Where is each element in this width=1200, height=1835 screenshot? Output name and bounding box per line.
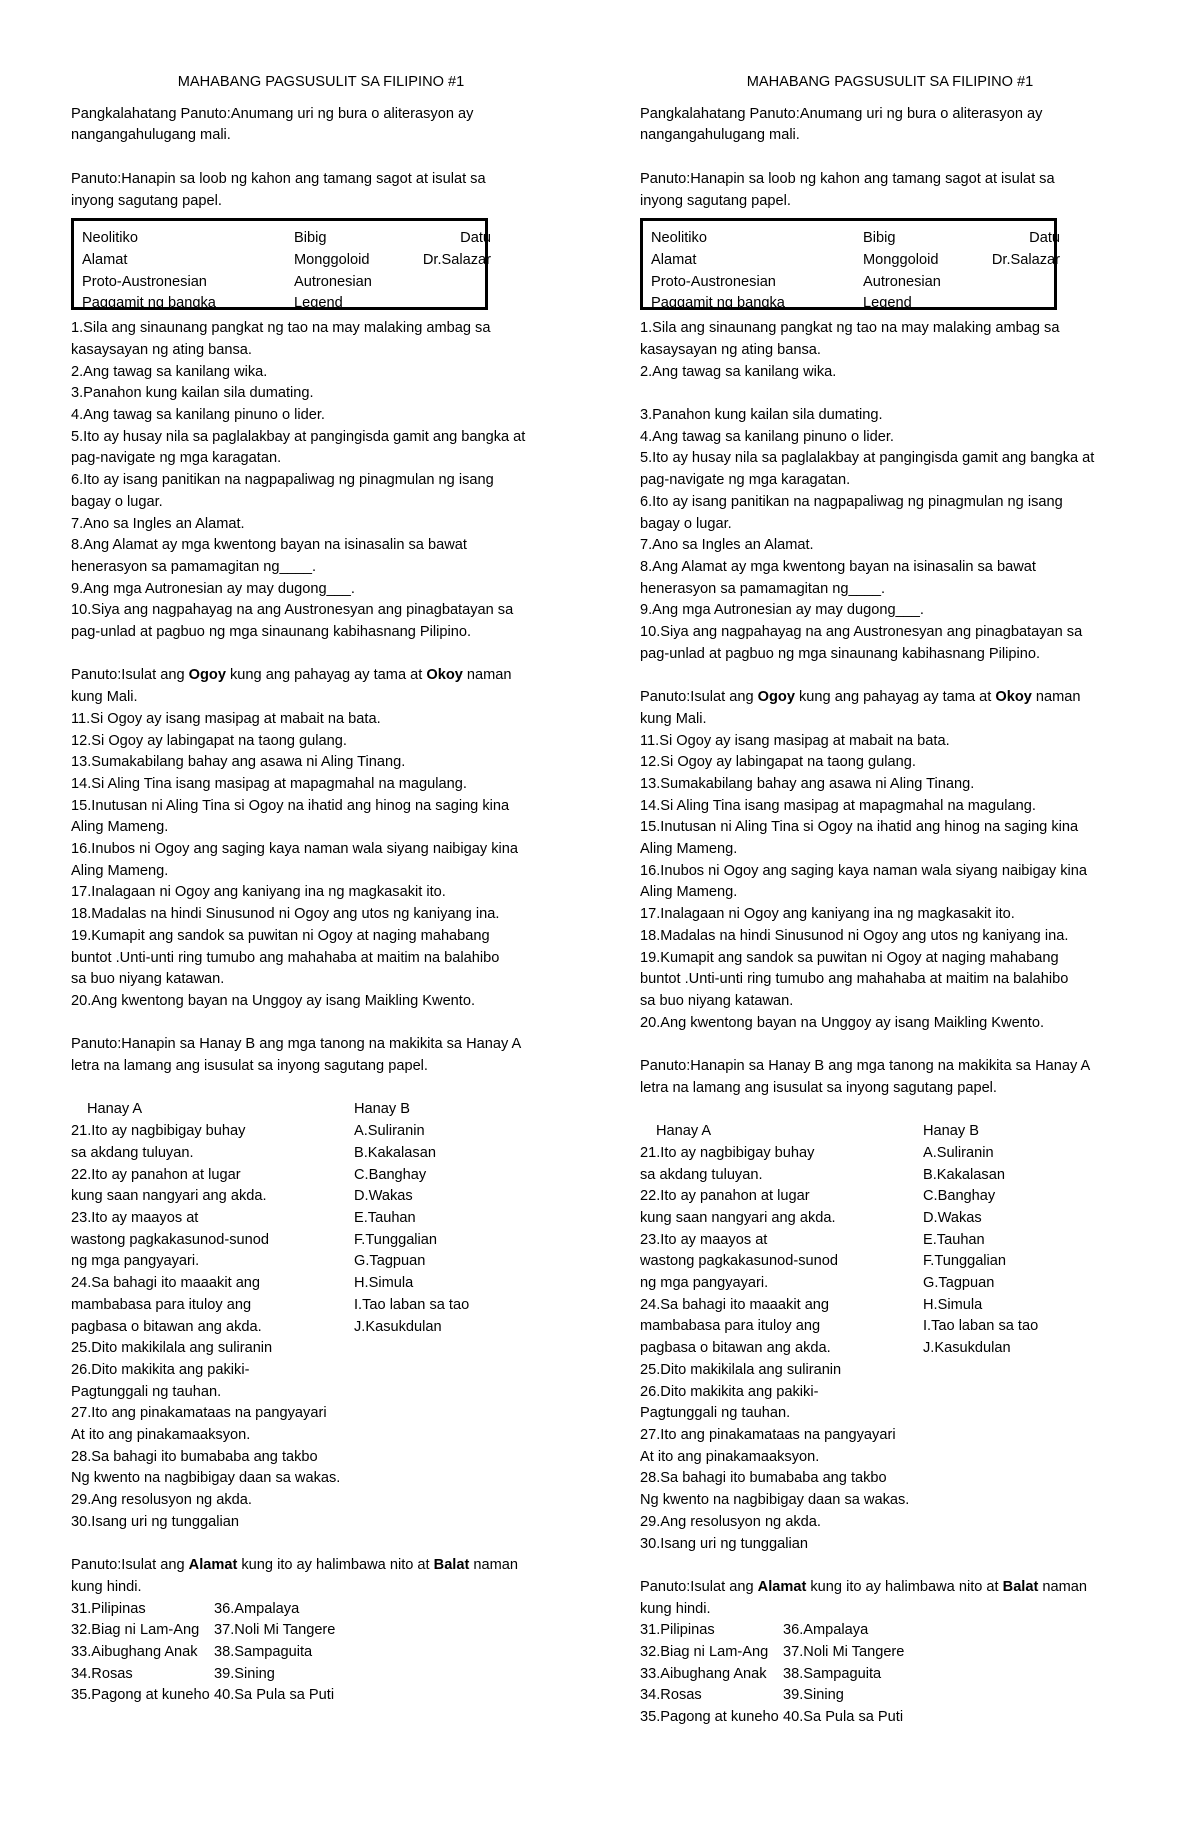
alamat-item: 34.Rosas (71, 1665, 133, 1682)
true-word: Alamat (757, 1578, 807, 1595)
hanay-a-cell: 27.Ito ang pinakamataas na pangyayari (640, 1427, 896, 1443)
question-item: 4.Ang tawag sa kanilang pinuno o lider. (71, 407, 325, 424)
hanay-row (640, 1186, 1140, 1208)
choice: Proto-Austronesian (82, 273, 207, 290)
hanay-row (71, 1317, 571, 1339)
hanay-b-cell (923, 1534, 1123, 1556)
hanay-b-cell (923, 1490, 1123, 1512)
hanay-a-header: Hanay A (656, 1123, 712, 1140)
hanay-a-cell: Pagtunggali ng tauhan. (640, 1405, 791, 1422)
hanay-a-cell: 24.Sa bahagi ito maaakit ang (640, 1296, 830, 1313)
question-item: 15.Inutusan ni Aling Tina si Ogoy na ihatid ang hinog na saging kina Aling Mameng. (640, 819, 1079, 858)
question-item: 20.Ang kwentong bayan na Unggoy ay isang Maikling Kwento. (640, 1014, 1045, 1031)
hanay-row (71, 1512, 571, 1534)
hanay-row (640, 1273, 1140, 1295)
hanay-b-cell (354, 1403, 554, 1425)
hanay-row (640, 1447, 1140, 1469)
hanay-b-cell: C.Banghay (923, 1188, 996, 1205)
part2-items (71, 709, 571, 1013)
hanay-b-cell (923, 1425, 1123, 1447)
choice: Dr.Salazar (991, 251, 1060, 268)
hanay-row (640, 1468, 1140, 1490)
hanay-b-cell: E.Tauhan (354, 1209, 416, 1226)
false-word: Balat (1002, 1578, 1039, 1595)
hanay-row (71, 1230, 571, 1252)
hanay-b-cell (923, 1468, 1123, 1490)
choice: Bibig (294, 230, 327, 247)
part1-instruction: Panuto:Hanapin sa loob ng kahon ang tamang sagot at isulat sa inyong sagutang papel. (71, 170, 486, 209)
hanay-row (71, 1186, 571, 1208)
hanay-a-cell: Pagtunggali ng tauhan. (71, 1383, 222, 1400)
question-item: 20.Ang kwentong bayan na Unggoy ay isang Maikling Kwento. (71, 992, 476, 1009)
alamat-item: 31.Pilipinas (71, 1600, 146, 1617)
alamat-item: 40.Sa Pula sa Puti (214, 1687, 335, 1704)
hanay-b-cell: H.Simula (354, 1275, 414, 1292)
hanay-a-cell: ng mga pangyayari. (640, 1275, 769, 1292)
hanay-a-cell: 27.Ito ang pinakamataas na pangyayari (71, 1405, 327, 1422)
alamat-item: 32.Biag ni Lam-Ang (71, 1622, 200, 1639)
alamat-row (71, 1664, 571, 1686)
part4-instruction: Panuto:Isulat ang Alamat kung ito ay halimbawa nito at Balat naman kung hindi. (71, 1557, 519, 1595)
part1-items (71, 318, 571, 644)
choice: Legend (294, 295, 343, 312)
question-item: 18.Madalas na hindi Sinusunod ni Ogoy ang utos ng kaniyang ina. (640, 927, 1069, 944)
exam-sheet-left (71, 72, 571, 1707)
question-item: 6.Ito ay isang panitikan na nagpapaliwag ng pinagmulan ng isang bagay o lugar. (71, 472, 494, 510)
hanay-a-cell: 29.Ang resolusyon ng akda. (640, 1513, 821, 1530)
hanay-row (640, 1360, 1140, 1382)
true-word: Ogoy (188, 667, 226, 684)
hanay-row (640, 1338, 1140, 1360)
hanay-b-cell: F.Tunggalian (923, 1253, 1007, 1270)
hanay-b-cell: G.Tagpuan (354, 1253, 426, 1270)
part3-instruction: Panuto:Hanapin sa Hanay B ang mga tanong na makikita sa Hanay A letra na lamang ang isusulat sa inyong sagutang papel. (71, 1036, 522, 1075)
hanay-b-cell: I.Tao laban sa tao (354, 1296, 470, 1313)
alamat-item: 34.Rosas (640, 1687, 702, 1704)
hanay-row (71, 1382, 571, 1404)
hanay-b-cell: B.Kakalasan (354, 1144, 436, 1161)
hanay-b-cell: E.Tauhan (923, 1231, 985, 1248)
hanay-b-cell (923, 1403, 1123, 1425)
hanay-a-header: Hanay A (87, 1101, 143, 1118)
hanay-row (71, 1425, 571, 1447)
alamat-row (640, 1620, 1140, 1642)
question-item: 19.Kumapit ang sandok sa puwitan ni Ogoy at naging mahabang buntot .Unti-unti ring tumubo ang mahahaba at maitim na balahibo sa buo niyang katawan. (640, 949, 1069, 1009)
alamat-item: 36.Ampalaya (214, 1600, 300, 1617)
choice: Neolitiko (82, 230, 138, 247)
exam-title: MAHABANG PAGSUSULIT SA FILIPINO #1 (177, 74, 465, 90)
hanay-row (640, 1251, 1140, 1273)
choices-grid (643, 228, 1060, 315)
question-item: 7.Ano sa Ingles an Alamat. (640, 537, 814, 554)
alamat-item: 33.Aibughang Anak (71, 1644, 198, 1661)
hanay-row (640, 1425, 1140, 1447)
hanay-a-cell: 21.Ito ay nagbibigay buhay (640, 1144, 815, 1161)
hanay-a-cell: 23.Ito ay maayos at (71, 1209, 199, 1226)
choice: Bibig (863, 230, 896, 247)
hanay-a-cell: 24.Sa bahagi ito maaakit ang (71, 1275, 261, 1292)
alamat-row (71, 1599, 571, 1621)
hanay-a-cell: 25.Dito makikilala ang suliranin (71, 1340, 273, 1357)
hanay-a-cell: sa akdang tuluyan. (71, 1144, 194, 1161)
hanay-a-cell: 22.Ito ay panahon at lugar (640, 1188, 810, 1205)
choice: Dr.Salazar (422, 251, 491, 268)
choice: Alamat (82, 251, 128, 268)
hanay-a-cell: At ito ang pinakamaaksyon. (640, 1448, 820, 1465)
hanay-b-cell: F.Tunggalian (354, 1231, 438, 1248)
hanay-a-cell: 22.Ito ay panahon at lugar (71, 1166, 241, 1183)
choice (406, 293, 491, 315)
hanay-row (640, 1230, 1140, 1252)
hanay-row (640, 1382, 1140, 1404)
exam-sheet-right (640, 72, 1140, 1729)
part2-items (640, 731, 1140, 1035)
hanay-row (71, 1208, 571, 1230)
hanay-b-cell (354, 1425, 554, 1447)
hanay-header (71, 1099, 571, 1121)
question-item: 17.Inalagaan ni Ogoy ang kaniyang ina ng magkasakit ito. (71, 884, 446, 901)
false-word: Okoy (426, 667, 463, 684)
hanay-b-cell: D.Wakas (354, 1188, 413, 1205)
hanay-b-cell (354, 1468, 554, 1490)
choice: Datu (1029, 230, 1060, 247)
hanay-a-cell: kung saan nangyari ang akda. (640, 1209, 836, 1226)
hanay-a-cell: pagbasa o bitawan ang akda. (640, 1340, 831, 1357)
choice (975, 293, 1060, 315)
hanay-b-cell: J.Kasukdulan (923, 1340, 1011, 1357)
part2-instruction: Panuto:Isulat ang Ogoy kung ang pahayag ay tama at Okoy naman kung Mali. (640, 689, 1081, 727)
question-item: 3.Panahon kung kailan sila dumating. (71, 385, 314, 402)
question-item: 2.Ang tawag sa kanilang wika. (640, 363, 837, 380)
part4-items (71, 1599, 571, 1708)
alamat-item: 33.Aibughang Anak (640, 1665, 767, 1682)
question-item: 12.Si Ogoy ay labingapat na taong gulang. (640, 754, 916, 771)
hanay-row (71, 1251, 571, 1273)
hanay-b-cell (354, 1360, 554, 1382)
hanay-header (640, 1121, 1140, 1143)
question-item: 9.Ang mga Autronesian ay may dugong___. (640, 602, 924, 619)
hanay-rows (71, 1121, 571, 1533)
hanay-row (71, 1338, 571, 1360)
question-item: 14.Si Aling Tina isang masipag at mapagmahal na magulang. (71, 775, 467, 792)
hanay-row (640, 1403, 1140, 1425)
alamat-row (71, 1620, 571, 1642)
hanay-b-cell (354, 1382, 554, 1404)
hanay-row (71, 1165, 571, 1187)
hanay-b-header: Hanay B (923, 1123, 979, 1140)
alamat-item: 35.Pagong at kuneho (640, 1709, 779, 1726)
question-item: 5.Ito ay husay nila sa paglalakbay at pangingisda gamit ang bangka at pag-navigate ng mga karagatan. (71, 428, 526, 467)
choice (975, 272, 1060, 294)
hanay-a-cell: wastong pagkakasunod-sunod (71, 1231, 269, 1248)
choice: Alamat (651, 251, 697, 268)
choice (406, 272, 491, 294)
question-item: 5.Ito ay husay nila sa paglalakbay at pangingisda gamit ang bangka at pag-navigate ng mga karagatan. (640, 450, 1095, 489)
hanay-a-cell: 26.Dito makikita ang pakiki- (71, 1361, 250, 1378)
question-item: 8.Ang Alamat ay mga kwentong bayan na isinasalin sa bawat henerasyon sa pamamagitan ng____. (71, 537, 467, 575)
hanay-a-cell: pagbasa o bitawan ang akda. (71, 1318, 262, 1335)
alamat-row (640, 1707, 1140, 1729)
part1-items (640, 318, 1140, 665)
hanay-a-cell: 21.Ito ay nagbibigay buhay (71, 1123, 246, 1140)
hanay-b-cell: J.Kasukdulan (354, 1318, 442, 1335)
alamat-item: 36.Ampalaya (783, 1622, 869, 1639)
part1-instruction: Panuto:Hanapin sa loob ng kahon ang tamang sagot at isulat sa inyong sagutang papel. (640, 170, 1055, 209)
hanay-a-cell: 23.Ito ay maayos at (640, 1231, 768, 1248)
hanay-a-cell: kung saan nangyari ang akda. (71, 1188, 267, 1205)
question-item: 16.Inubos ni Ogoy ang saging kaya naman wala siyang naibigay kina Aling Mameng. (640, 862, 1088, 901)
part4-items (640, 1620, 1140, 1729)
question-item: 15.Inutusan ni Aling Tina si Ogoy na ihatid ang hinog na saging kina Aling Mameng. (71, 797, 510, 836)
hanay-row (640, 1165, 1140, 1187)
hanay-row (640, 1534, 1140, 1556)
part4-instruction: Panuto:Isulat ang Alamat kung ito ay halimbawa nito at Balat naman kung hindi. (640, 1578, 1088, 1617)
question-item: 13.Sumakabilang bahay ang asawa ni Aling Tinang. (640, 775, 975, 792)
hanay-a-cell: ng mga pangyayari. (71, 1253, 200, 1270)
hanay-row (71, 1490, 571, 1512)
hanay-a-cell: 25.Dito makikilala ang suliranin (640, 1361, 842, 1378)
question-item: 13.Sumakabilang bahay ang asawa ni Aling Tinang. (71, 754, 406, 771)
alamat-item: 32.Biag ni Lam-Ang (640, 1644, 769, 1661)
choice: Paggamit ng bangka (82, 295, 216, 312)
hanay-b-cell (354, 1490, 554, 1512)
question-item: 1.Sila ang sinaunang pangkat ng tao na may malaking ambag sa kasaysayan ng ating bansa. (640, 320, 1060, 358)
hanay-row (640, 1316, 1140, 1338)
hanay-b-cell: H.Simula (923, 1296, 983, 1313)
choice: Paggamit ng bangka (651, 295, 785, 312)
hanay-a-cell: Ng kwento na nagbibigay daan sa wakas. (71, 1470, 341, 1487)
hanay-a-cell: 26.Dito makikita ang pakiki- (640, 1383, 819, 1400)
question-item: 1.Sila ang sinaunang pangkat ng tao na may malaking ambag sa kasaysayan ng ating bansa. (71, 320, 491, 358)
hanay-row (640, 1208, 1140, 1230)
hanay-b-cell (354, 1338, 554, 1360)
hanay-b-cell (923, 1360, 1123, 1382)
answer-choices-box (640, 218, 1060, 312)
exam-title: MAHABANG PAGSUSULIT SA FILIPINO #1 (746, 74, 1034, 90)
choice: Autronesian (863, 273, 941, 290)
alamat-item: 35.Pagong at kuneho (71, 1687, 210, 1704)
hanay-row (640, 1490, 1140, 1512)
question-item: 17.Inalagaan ni Ogoy ang kaniyang ina ng magkasakit ito. (640, 906, 1015, 923)
true-word: Ogoy (757, 689, 795, 706)
hanay-a-cell: 28.Sa bahagi ito bumababa ang takbo (71, 1448, 318, 1465)
alamat-item: 39.Sining (783, 1687, 844, 1704)
alamat-item: 37.Noli Mi Tangere (783, 1644, 905, 1661)
false-word: Balat (433, 1557, 470, 1574)
general-instruction: Pangkalahatang Panuto:Anumang uri ng bura o aliterasyon ay nangangahulugang mali. (71, 105, 474, 144)
hanay-row (640, 1295, 1140, 1317)
alamat-row (71, 1642, 571, 1664)
hanay-row (71, 1468, 571, 1490)
true-word: Alamat (188, 1557, 238, 1574)
hanay-b-cell (923, 1382, 1123, 1404)
question-item: 8.Ang Alamat ay mga kwentong bayan na isinasalin sa bawat henerasyon sa pamamagitan ng____. (640, 558, 1036, 597)
alamat-item: 37.Noli Mi Tangere (214, 1622, 336, 1639)
alamat-item: 31.Pilipinas (640, 1622, 715, 1639)
hanay-b-cell (354, 1447, 554, 1469)
question-item: 3.Panahon kung kailan sila dumating. (640, 407, 883, 423)
general-instruction: Pangkalahatang Panuto:Anumang uri ng bura o aliterasyon ay nangangahulugang mali. (640, 105, 1043, 144)
choice: Neolitiko (651, 230, 707, 247)
hanay-b-cell (923, 1512, 1123, 1534)
part2-instruction: Panuto:Isulat ang Ogoy kung ang pahayag ay tama at Okoy naman kung Mali. (71, 667, 512, 706)
hanay-a-cell: wastong pagkakasunod-sunod (640, 1253, 838, 1270)
question-item: 10.Siya ang nagpahayag na ang Austronesyan ang pinagbatayan sa pag-unlad at pagbuo ng mga sinaunang kabihasnang Pilipino. (71, 602, 514, 641)
alamat-row (71, 1685, 571, 1707)
hanay-a-cell: mambabasa para ituloy ang (71, 1296, 252, 1313)
choices-grid (74, 228, 491, 315)
question-item: 11.Si Ogoy ay isang masipag at mabait na bata. (640, 732, 950, 749)
hanay-row (71, 1143, 571, 1165)
hanay-a-cell: sa akdang tuluyan. (640, 1166, 763, 1183)
question-item: 12.Si Ogoy ay labingapat na taong gulang. (71, 732, 347, 749)
hanay-b-cell: D.Wakas (923, 1209, 982, 1226)
hanay-b-cell (354, 1512, 554, 1534)
question-item: 6.Ito ay isang panitikan na nagpapaliwag ng pinagmulan ng isang bagay o lugar. (640, 493, 1063, 532)
hanay-row (71, 1360, 571, 1382)
part3-instruction: Panuto:Hanapin sa Hanay B ang mga tanong na makikita sa Hanay A letra na lamang ang isusulat sa inyong sagutang papel. (640, 1058, 1091, 1096)
alamat-row (640, 1642, 1140, 1664)
hanay-a-cell: 30.Isang uri ng tunggalian (71, 1513, 239, 1530)
alamat-item: 38.Sampaguita (783, 1665, 882, 1682)
question-item: 14.Si Aling Tina isang masipag at mapagmahal na magulang. (640, 797, 1036, 814)
hanay-b-cell: B.Kakalasan (923, 1166, 1005, 1183)
alamat-row (640, 1685, 1140, 1707)
hanay-a-cell: mambabasa para ituloy ang (640, 1318, 821, 1335)
alamat-item: 38.Sampaguita (214, 1644, 313, 1661)
hanay-row (71, 1447, 571, 1469)
question-item: 9.Ang mga Autronesian ay may dugong___. (71, 580, 355, 597)
hanay-row (71, 1403, 571, 1425)
hanay-b-header: Hanay B (354, 1101, 410, 1118)
question-item: 16.Inubos ni Ogoy ang saging kaya naman wala siyang naibigay kina Aling Mameng. (71, 841, 519, 879)
hanay-b-cell: G.Tagpuan (923, 1275, 995, 1292)
hanay-row (71, 1121, 571, 1143)
hanay-b-cell: I.Tao laban sa tao (923, 1318, 1039, 1335)
alamat-row (640, 1664, 1140, 1686)
question-item: 7.Ano sa Ingles an Alamat. (71, 515, 245, 532)
choice: Legend (863, 295, 912, 312)
hanay-a-cell: 28.Sa bahagi ito bumababa ang takbo (640, 1470, 887, 1487)
choice: Monggoloid (863, 251, 939, 268)
hanay-b-cell (923, 1447, 1123, 1469)
hanay-row (640, 1512, 1140, 1534)
hanay-row (71, 1273, 571, 1295)
hanay-b-cell: A.Suliranin (354, 1123, 425, 1140)
hanay-row (71, 1295, 571, 1317)
hanay-a-cell: 29.Ang resolusyon ng akda. (71, 1492, 252, 1509)
hanay-a-cell: Ng kwento na nagbibigay daan sa wakas. (640, 1492, 910, 1509)
hanay-a-cell: 30.Isang uri ng tunggalian (640, 1535, 808, 1552)
choice: Proto-Austronesian (651, 273, 776, 290)
hanay-b-cell: A.Suliranin (923, 1144, 994, 1161)
question-item: 4.Ang tawag sa kanilang pinuno o lider. (640, 428, 894, 445)
hanay-b-cell: C.Banghay (354, 1166, 427, 1183)
hanay-rows (640, 1143, 1140, 1555)
question-item: 2.Ang tawag sa kanilang wika. (71, 363, 268, 380)
question-item: 19.Kumapit ang sandok sa puwitan ni Ogoy at naging mahabang buntot .Unti-unti ring tumubo ang mahahaba at maitim na balahibo sa buo niyang katawan. (71, 927, 500, 988)
choice: Datu (460, 230, 491, 247)
question-item: 10.Siya ang nagpahayag na ang Austronesyan ang pinagbatayan sa pag-unlad at pagbuo ng mga sinaunang kabihasnang Pilipino. (640, 624, 1083, 662)
alamat-item: 40.Sa Pula sa Puti (783, 1709, 904, 1726)
hanay-row (640, 1143, 1140, 1165)
choice: Monggoloid (294, 251, 370, 268)
alamat-item: 39.Sining (214, 1665, 275, 1682)
question-item: 18.Madalas na hindi Sinusunod ni Ogoy ang utos ng kaniyang ina. (71, 906, 500, 923)
false-word: Okoy (995, 689, 1032, 706)
choice: Autronesian (294, 273, 372, 290)
hanay-a-cell: At ito ang pinakamaaksyon. (71, 1427, 251, 1444)
question-item: 11.Si Ogoy ay isang masipag at mabait na bata. (71, 710, 381, 727)
answer-choices-box (71, 218, 491, 312)
